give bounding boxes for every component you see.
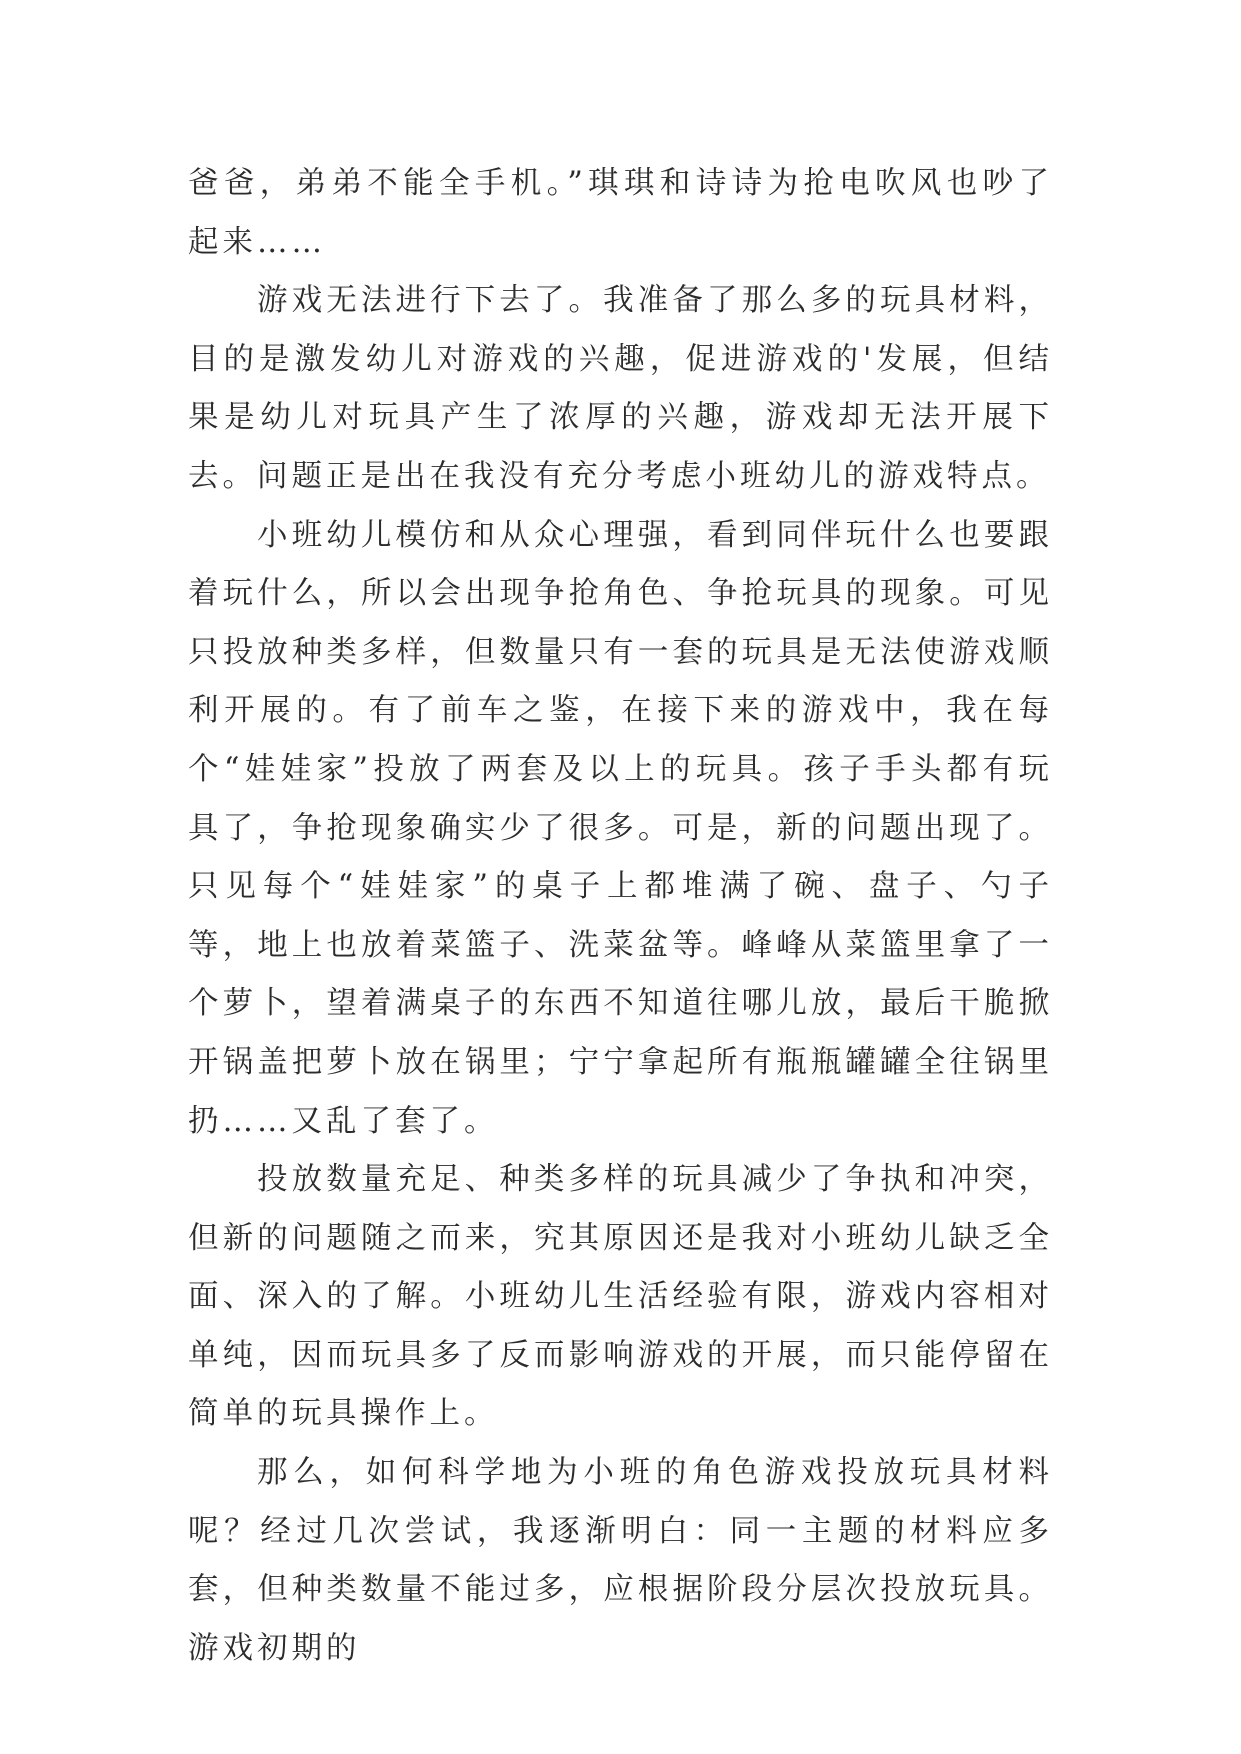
paragraph-imitation: 小班幼儿模仿和从众心理强，看到同伴玩什么也要跟着玩什么，所以会出现争抢角色、争抢玩具的现象。可见只投放种类多样，但数量只有一套的玩具是无法使游戏顺利开展的。有了前车之鉴，在接下来的游戏中，我在每个“娃娃家”投放了两套及以上的玩具。孩子手头都有玩具了，争抢现象确实少了很多。可是，新的问题出现了。只见每个“娃娃家”的桌子上都堆满了碗、盘子、勺子等，地上也放着菜篮子、洗菜盆等。峰峰从菜篮里拿了一个萝卜，望着满桌子的东西不知道往哪儿放，最后干脆掀开锅盖把萝卜放在锅里；宁宁拿起所有瓶瓶罐罐全往锅里扔……又乱了套了。 [188, 517, 1053, 1139]
paragraph-how-to: 那么，如何科学地为小班的角色游戏投放玩具材料呢？经过几次尝试，我逐渐明白：同一主题的材料应多套，但种类数量不能过多，应根据阶段分层次投放玩具。游戏初期的 [188, 1455, 1053, 1666]
paragraph-continuation: 爸爸，弟弟不能全手机。”琪琪和诗诗为抢电吹风也吵了起来…… [188, 166, 1053, 260]
paragraph-game-stalled: 游戏无法进行下去了。我准备了那么多的玩具材料，目的是激发幼儿对游戏的兴趣，促进游戏的'发展，但结果是幼儿对玩具产生了浓厚的兴趣，游戏却无法开展下去。问题正是出在我没有充分考虑小班幼儿的游戏特点。 [188, 283, 1053, 494]
body-text [188, 155, 1053, 1678]
paragraph-new-problems: 投放数量充足、种类多样的玩具减少了争执和冲突，但新的问题随之而来，究其原因还是我对小班幼儿缺乏全面、深入的了解。小班幼儿生活经验有限，游戏内容相对单纯，因而玩具多了反而影响游戏的开展，而只能停留在简单的玩具操作上。 [188, 1162, 1053, 1432]
